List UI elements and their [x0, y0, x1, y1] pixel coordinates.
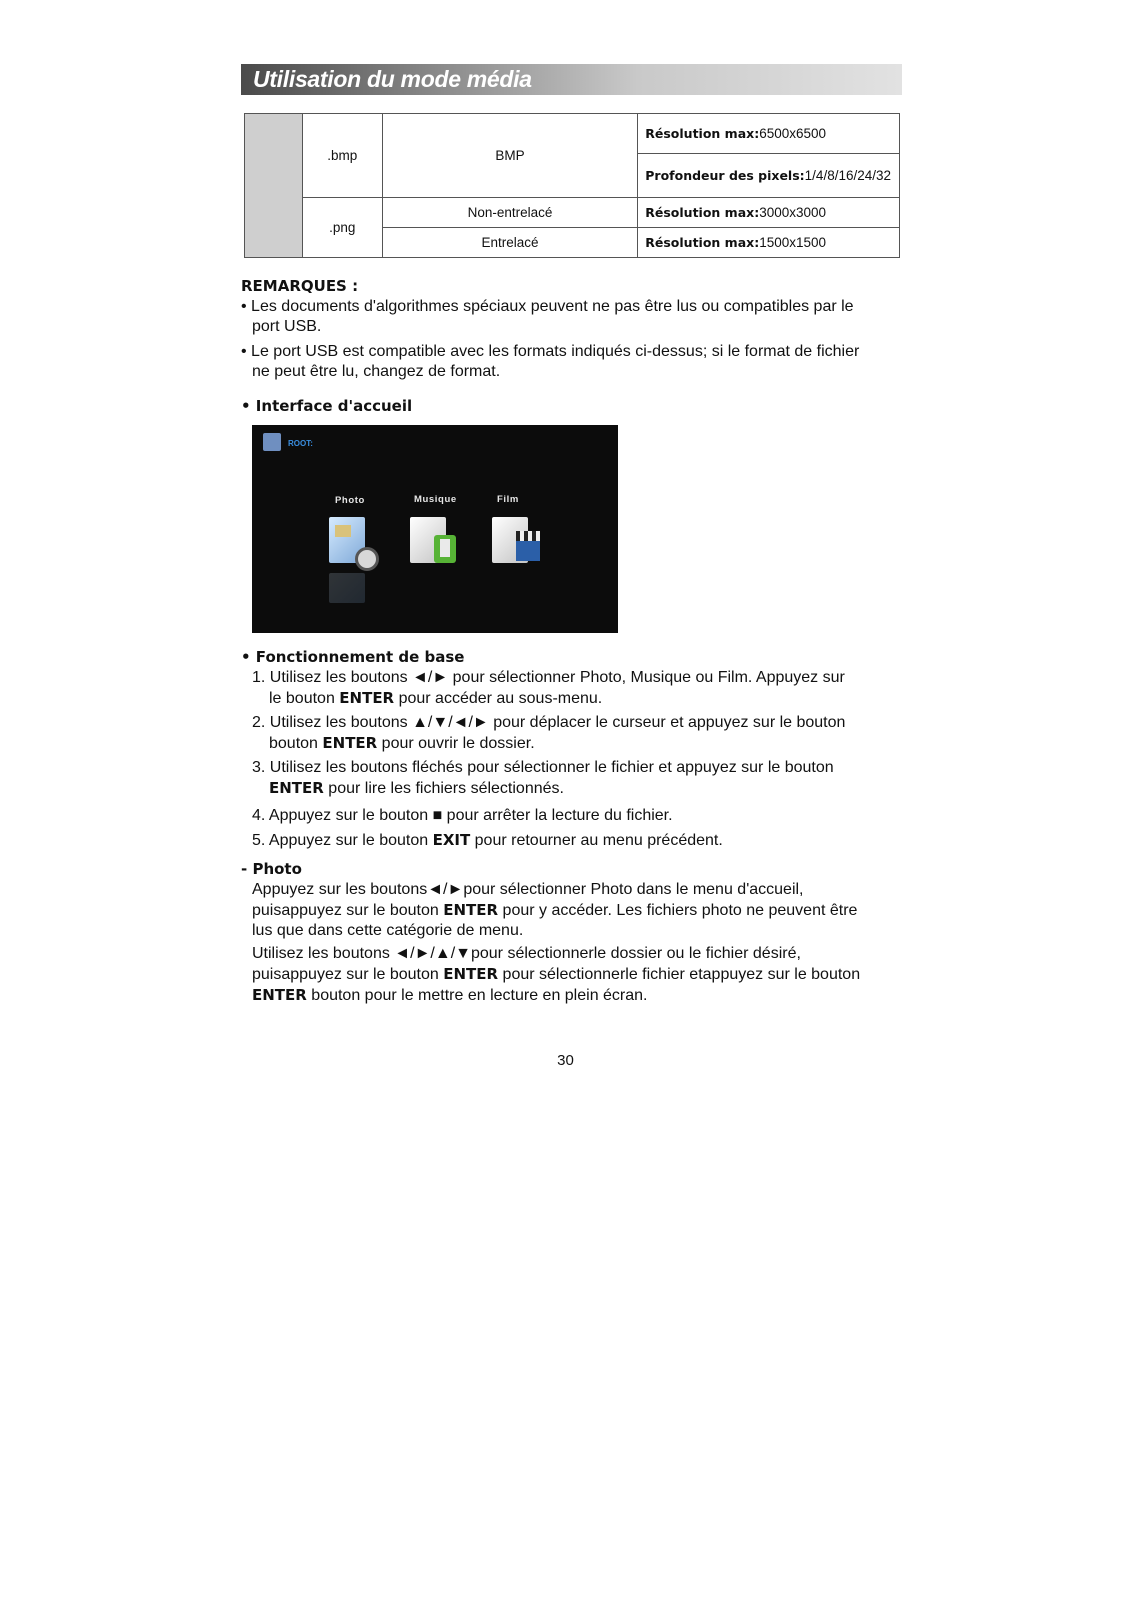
step-1-line1: 1. Utilisez les boutons ◄/► pour sélectionner Photo, Musique ou Film. Appuyez sur [252, 669, 845, 686]
step-1-line2: le bouton ENTER pour accéder au sous-menu. [269, 689, 603, 707]
page-number: 30 [557, 1052, 574, 1069]
bmp-extension: .bmp [302, 114, 382, 198]
remark-1-line2: port USB. [252, 318, 322, 335]
page-title: Utilisation du mode média [253, 66, 532, 92]
bmp-depth-cell [638, 154, 900, 198]
film-folder-icon [492, 517, 540, 571]
photo-paragraph-2: Utilisez les boutons ◄/►/▲/▼pour sélectionnerle dossier ou le fichier désiré, puisappuyez sur le bouton ENTER pour sélectionnerle fichier etappuyez sur le bouton ENTER bouton pour le mettre en lecture en plein écran. [252, 945, 861, 1004]
home-interface-heading: • Interface d'accueil [241, 397, 413, 415]
menu-film-label: Film [497, 494, 519, 505]
basic-operation-heading: • Fonctionnement de base [241, 648, 465, 666]
bmp-resolution-cell [638, 114, 900, 154]
table-empty-cell [245, 114, 303, 258]
bmp-depth-value: 1/4/8/16/24/32 [804, 168, 891, 183]
remark-1 [241, 297, 854, 337]
png-res-value-2: 1500x1500 [759, 235, 827, 250]
png-res-value-1: 3000x3000 [759, 205, 827, 220]
png-type-2: Entrelacé [382, 228, 638, 258]
section-title-bar [241, 64, 902, 95]
menu-photo-label: Photo [335, 495, 365, 506]
photo-folder-icon [329, 517, 377, 571]
photo-reflection [329, 573, 365, 603]
basic-step-5: 5. Appuyez sur le bouton EXIT pour retourner au menu précédent. [252, 831, 723, 849]
png-res-label-1: Résolution max: [645, 205, 760, 220]
photo-paragraph-1: Appuyez sur les boutons◄/►pour sélectionner Photo dans le menu d'accueil, puisappuyez sur le bouton ENTER pour y accéder. Les fichiers photo ne peuvent être lus que dans cette catégorie de menu. [252, 881, 858, 939]
remarks-heading: REMARQUES : [241, 277, 359, 295]
menu-music-label: Musique [414, 494, 457, 505]
remark-1-line1: • Les documents d'algorithmes spéciaux peuvent ne pas être lus ou compatibles par le [241, 298, 854, 315]
png-res-cell-1 [638, 198, 900, 228]
bmp-type: BMP [382, 114, 638, 198]
remark-2 [241, 342, 859, 382]
step-3-line1: 3. Utilisez les boutons fléchés pour sélectionner le fichier et appuyez sur le bouton [252, 759, 834, 776]
bmp-res-value: 6500x6500 [759, 126, 827, 141]
usb-icon [263, 433, 281, 451]
basic-step-3 [252, 758, 834, 799]
format-table [244, 113, 900, 258]
music-folder-icon [410, 517, 458, 571]
bmp-depth-label: Profondeur des pixels: [645, 168, 805, 183]
step-3-line2: ENTER pour lire les fichiers sélectionnés. [269, 779, 564, 797]
png-type-1: Non-entrelacé [382, 198, 638, 228]
remark-2-line2: ne peut être lu, changez de format. [252, 363, 501, 380]
root-label: ROOT: [288, 439, 313, 448]
png-extension: .png [302, 198, 382, 258]
basic-step-2 [252, 713, 845, 754]
photo-heading: - Photo [241, 860, 302, 878]
step-2-line2: bouton ENTER pour ouvrir le dossier. [269, 734, 535, 752]
bmp-res-label: Résolution max: [645, 126, 760, 141]
png-res-cell-2 [638, 228, 900, 258]
basic-step-1 [252, 668, 845, 709]
basic-step-4: 4. Appuyez sur le bouton ■ pour arrêter la lecture du fichier. [252, 807, 673, 824]
remark-2-line1: • Le port USB est compatible avec les formats indiqués ci-dessus; si le format de fichier [241, 343, 860, 360]
home-screen-image [252, 425, 618, 633]
png-res-label-2: Résolution max: [645, 235, 760, 250]
step-2-line1: 2. Utilisez les boutons ▲/▼/◄/► pour déplacer le curseur et appuyez sur le bouton [252, 714, 846, 731]
